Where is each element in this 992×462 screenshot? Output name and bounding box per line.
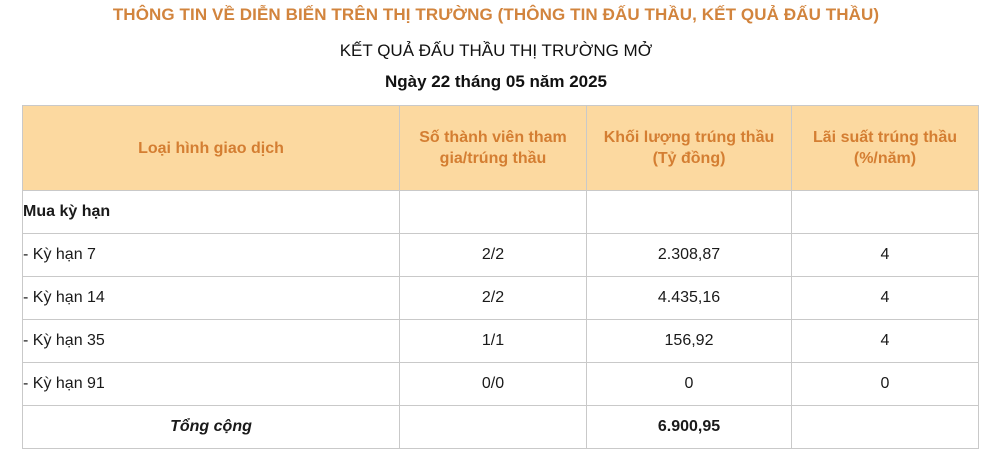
empty-cell xyxy=(587,191,792,234)
group-label: Mua kỳ hạn xyxy=(23,191,400,234)
table-row xyxy=(23,320,979,363)
column-header-line: (%/năm) xyxy=(853,150,917,167)
column-header-line: gia/trúng thầu xyxy=(439,150,547,167)
page-title: THÔNG TIN VỀ DIỄN BIẾN TRÊN THỊ TRƯỜNG (THÔNG TIN ĐẤU THẦU, KẾT QUẢ ĐẤU THẦU) xyxy=(112,5,880,24)
column-header-rate xyxy=(792,106,979,191)
total-volume: 6.900,95 xyxy=(587,406,792,449)
rate-cell: 4 xyxy=(792,234,979,277)
empty-cell xyxy=(400,406,587,449)
empty-cell xyxy=(400,191,587,234)
table-row-group xyxy=(23,191,979,234)
column-header-line: Lãi suất trúng thầu xyxy=(813,129,957,146)
rate-cell: 4 xyxy=(792,320,979,363)
table-row xyxy=(23,234,979,277)
column-header-transaction-type xyxy=(23,106,400,191)
term-cell: - Kỳ hạn 35 xyxy=(23,320,400,363)
volume-cell: 0 xyxy=(587,363,792,406)
empty-cell xyxy=(792,191,979,234)
table-row xyxy=(23,277,979,320)
column-header-volume xyxy=(587,106,792,191)
column-header-line: Số thành viên tham xyxy=(419,129,567,146)
table-header-row xyxy=(23,106,979,191)
auction-results-table xyxy=(22,105,979,449)
column-header-line: Loại hình giao dịch xyxy=(138,139,284,157)
volume-cell: 156,92 xyxy=(587,320,792,363)
rate-cell: 4 xyxy=(792,277,979,320)
members-cell: 0/0 xyxy=(400,363,587,406)
report-date: Ngày 22 tháng 05 năm 2025 xyxy=(384,72,608,91)
table-row-total xyxy=(23,406,979,449)
members-cell: 2/2 xyxy=(400,277,587,320)
table-row xyxy=(23,363,979,406)
volume-cell: 2.308,87 xyxy=(587,234,792,277)
column-header-members xyxy=(400,106,587,191)
members-cell: 1/1 xyxy=(400,320,587,363)
total-label: Tổng cộng xyxy=(23,406,400,449)
members-cell: 2/2 xyxy=(400,234,587,277)
rate-cell: 0 xyxy=(792,363,979,406)
empty-cell xyxy=(792,406,979,449)
term-cell: - Kỳ hạn 7 xyxy=(23,234,400,277)
term-cell: - Kỳ hạn 14 xyxy=(23,277,400,320)
volume-cell: 4.435,16 xyxy=(587,277,792,320)
term-cell: - Kỳ hạn 91 xyxy=(23,363,400,406)
column-header-line: Khối lượng trúng thầu xyxy=(603,129,775,146)
column-header-line: (Tỷ đồng) xyxy=(652,150,726,167)
report-subtitle: KẾT QUẢ ĐẤU THẦU THỊ TRƯỜNG MỞ xyxy=(339,41,653,60)
